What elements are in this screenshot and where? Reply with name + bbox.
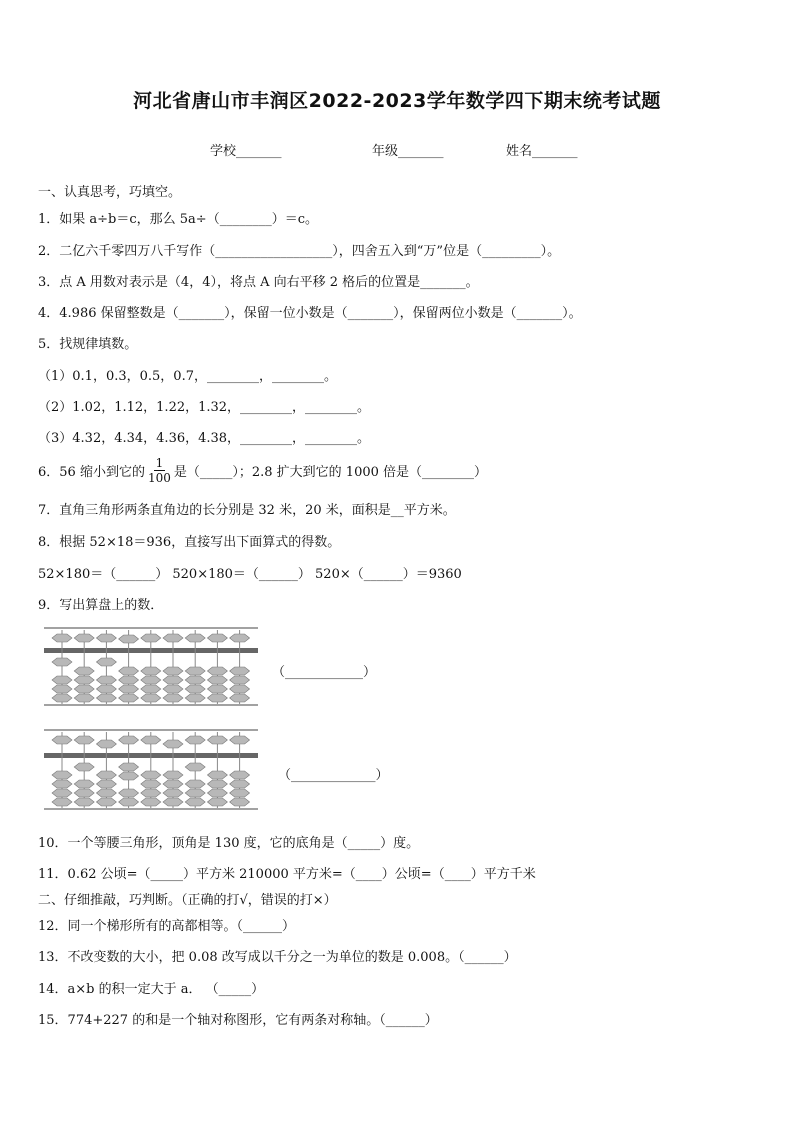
abacus-bead [119, 667, 139, 675]
abacus-bead [185, 676, 205, 684]
abacus-bead [185, 780, 205, 788]
abacus-bead [74, 676, 94, 684]
abacus-bead [163, 789, 183, 797]
abacus-bead [74, 736, 94, 744]
abacus-bead [141, 634, 161, 642]
abacus-bead [141, 667, 161, 675]
abacus-bead [96, 634, 116, 642]
question-6-prefix: 6．56 缩小到它的 [38, 465, 145, 480]
abacus-bead [230, 676, 250, 684]
abacus-bead [119, 694, 139, 702]
abacus-bead [141, 789, 161, 797]
abacus-bead [74, 667, 94, 675]
abacus-bead [207, 634, 227, 642]
question-5: 5．找规律填数。 [38, 337, 138, 352]
abacus-bead [96, 798, 116, 806]
abacus-2-beads [52, 732, 250, 808]
abacus-bead [207, 780, 227, 788]
question-5-3: （3）4.32，4.34，4.36，4.38，________，________。 [38, 431, 371, 446]
abacus-bead [74, 763, 94, 771]
abacus-bead [141, 676, 161, 684]
abacus-bead [52, 658, 72, 666]
section-2-heading: 二、仔细推敲，巧判断。（正确的打√，错误的打×） [38, 893, 337, 908]
question-4: 4．4.986 保留整数是（_______），保留一位小数是（_______），保留两位小数是（_______）。 [38, 306, 582, 321]
abacus-bead [207, 798, 227, 806]
abacus-bead [119, 789, 139, 797]
abacus-bead [230, 667, 250, 675]
abacus-bead [207, 685, 227, 693]
abacus-2-answer: （_____________） [278, 768, 389, 783]
fraction-denominator: 100 [147, 471, 171, 485]
abacus-bead [230, 736, 250, 744]
abacus-bead [74, 634, 94, 642]
abacus-bead [230, 694, 250, 702]
abacus-bead [52, 736, 72, 744]
abacus-bead [185, 789, 205, 797]
abacus-bead [119, 685, 139, 693]
abacus-bead [230, 634, 250, 642]
question-5-2: （2）1.02，1.12，1.22，1.32，________，________。 [38, 400, 371, 415]
question-7: 7．直角三角形两条直角边的长分别是 32 米，20 米，面积是__平方米。 [38, 503, 456, 518]
abacus-bead [207, 667, 227, 675]
abacus-bead [207, 789, 227, 797]
school-field: 学校_______ [210, 144, 282, 159]
question-12: 12．同一个梯形所有的高都相等。（______） [38, 919, 296, 934]
abacus-bead [119, 736, 139, 744]
abacus-bead [96, 780, 116, 788]
question-3: 3．点 A 用数对表示是（4，4），将点 A 向右平移 2 格后的位置是_______。 [38, 275, 479, 290]
question-1: 1．如果 a÷b＝c，那么 5a÷（________）＝c。 [38, 212, 318, 227]
question-14: 14．a×b 的积一定大于 a． （_____） [38, 982, 265, 997]
abacus-bead [163, 667, 183, 675]
section-1-heading: 一、认真思考，巧填空。 [38, 185, 182, 200]
abacus-bead [207, 736, 227, 744]
question-8: 8．根据 52×18＝936，直接写出下面算式的得数。 [38, 535, 341, 550]
abacus-bead [119, 635, 139, 643]
abacus-bead [52, 685, 72, 693]
abacus-bead [74, 798, 94, 806]
fraction-numerator: 1 [155, 456, 164, 470]
name-field: 姓名_______ [506, 144, 578, 159]
abacus-bead [96, 789, 116, 797]
abacus-bead [96, 694, 116, 702]
abacus-bead [96, 685, 116, 693]
abacus-bead [52, 780, 72, 788]
abacus-bead [230, 780, 250, 788]
abacus-bead [74, 789, 94, 797]
abacus-bead [96, 658, 116, 666]
abacus-1 [44, 626, 260, 708]
abacus-2 [44, 728, 260, 812]
abacus-bead [207, 771, 227, 779]
abacus-bead [230, 771, 250, 779]
abacus-bead [96, 676, 116, 684]
question-6 [38, 456, 487, 485]
abacus-bead [163, 676, 183, 684]
abacus-bead [141, 798, 161, 806]
abacus-bead [119, 676, 139, 684]
question-8-equations: 52×180＝（______） 520×180＝（______） 520×（______）＝9360 [38, 567, 462, 582]
question-15: 15．774+227 的和是一个轴对称图形，它有两条对称轴。（______） [38, 1013, 438, 1028]
abacus-bead [230, 685, 250, 693]
abacus-bead [207, 694, 227, 702]
question-2: 2．二亿六千零四万八千写作（__________________），四舍五入到“万”位是（_________）。 [38, 244, 561, 259]
abacus-bead [163, 771, 183, 779]
abacus-bead [52, 694, 72, 702]
abacus-bead [163, 634, 183, 642]
abacus-bead [185, 634, 205, 642]
abacus-bead [119, 772, 139, 780]
abacus-bead [52, 798, 72, 806]
abacus-bead [52, 771, 72, 779]
abacus-bead [141, 771, 161, 779]
abacus-bead [163, 740, 183, 748]
abacus-bead [163, 694, 183, 702]
abacus-bead [119, 798, 139, 806]
abacus-bead [185, 667, 205, 675]
abacus-bead [207, 676, 227, 684]
abacus-bead [185, 798, 205, 806]
abacus-bead [163, 780, 183, 788]
abacus-bead [163, 798, 183, 806]
page-title: 河北省唐山市丰润区2022-2023学年数学四下期末统考试题 [133, 90, 661, 112]
abacus-bead [96, 740, 116, 748]
abacus-bead [52, 634, 72, 642]
abacus-1-answer: （____________） [272, 665, 377, 680]
abacus-bead [52, 676, 72, 684]
abacus-bead [74, 694, 94, 702]
question-10: 10．一个等腰三角形，顶角是 130 度，它的底角是（_____）度。 [38, 836, 420, 851]
abacus-bead [185, 685, 205, 693]
question-9: 9．写出算盘上的数． [38, 598, 164, 613]
fraction [148, 456, 171, 485]
abacus-bead [74, 780, 94, 788]
abacus-bead [119, 763, 139, 771]
abacus-bead [230, 798, 250, 806]
abacus-bead [52, 789, 72, 797]
abacus-bead [141, 736, 161, 744]
abacus-bead [96, 771, 116, 779]
abacus-bead [74, 685, 94, 693]
question-6-suffix: 是（_____）；2.8 扩大到它的 1000 倍是（________） [173, 465, 488, 480]
abacus-bead [185, 694, 205, 702]
abacus-bead [141, 694, 161, 702]
abacus-1-beads [52, 630, 250, 704]
question-13: 13．不改变数的大小，把 0.08 改写成以千分之一为单位的数是 0.008。（______） [38, 950, 517, 965]
question-11: 11．0.62 公顷=（_____）平方米 210000 平方米=（____）公顷=（____）平方千米 [38, 867, 536, 882]
question-5-1: （1）0.1，0.3，0.5，0.7，________，________。 [38, 369, 337, 384]
abacus-bead [141, 780, 161, 788]
abacus-bead [185, 736, 205, 744]
abacus-bead [185, 763, 205, 771]
abacus-bead [141, 685, 161, 693]
abacus-bead [230, 789, 250, 797]
grade-field: 年级_______ [372, 144, 444, 159]
abacus-bead [163, 685, 183, 693]
